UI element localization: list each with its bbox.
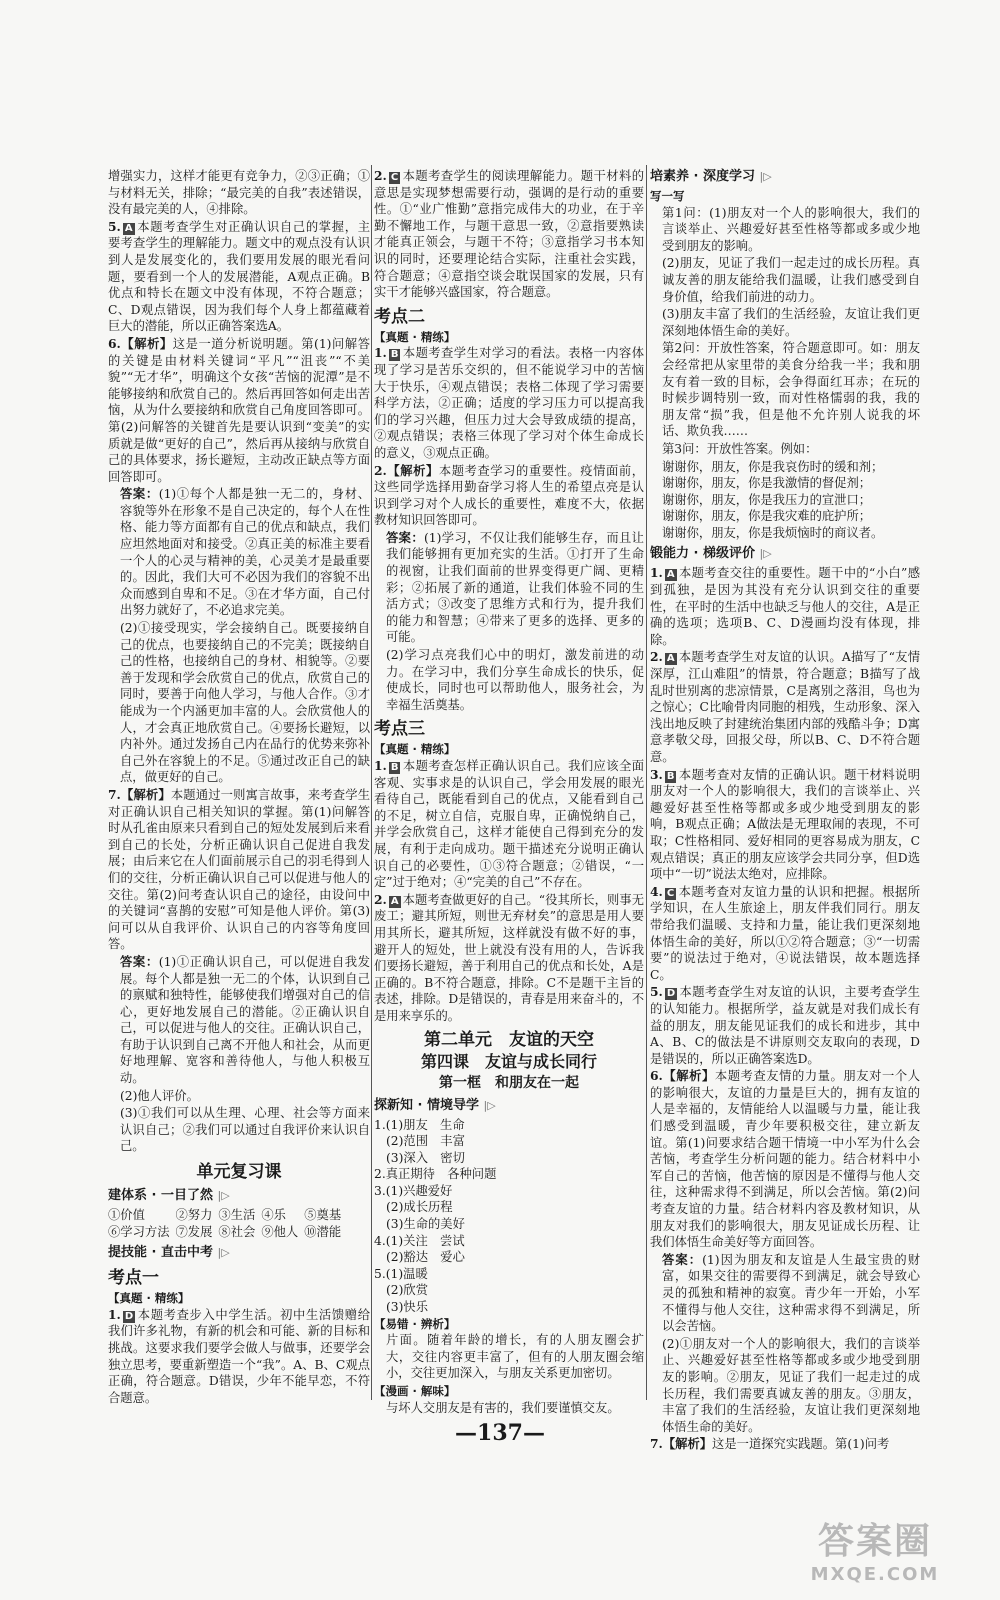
section-header	[108, 1187, 370, 1205]
answer-badge: C	[666, 887, 675, 899]
question-text: 这是一道分析说明题。第(1)问解答的关键是由材料关键词“平凡”“沮丧”“不美貌”“无才华”，明确这个女孩“苦恼的泥潭”是不能够接纳和欣赏自己的。然后再回答如何走出苦恼，从为什么要接纳和欣赏自己角度回答即可。第(2)问解答的关键首先是要认识到“变美”的实质就是做“更好的自己”，然后再从接纳与欣赏自己的具体要求，扬长避短，主动改正缺点等方面回答即可。	[108, 336, 370, 484]
column-divider	[371, 165, 372, 1400]
section-title: 建体系 · 一目了然	[108, 1188, 213, 1204]
term: ④乐	[261, 1208, 286, 1223]
section-title: 培素养 · 深度学习	[650, 169, 755, 184]
arrow-icon: |▷	[217, 1189, 230, 1203]
question-text: 本题考查学生对友谊的认识。A描写了“友情深厚，江山难阻”的情景，符合题意；B描写了战乱时世别离的悲凉情景，C是离别之落泪，鸟也为之惊心；C比喻骨肉同胞的相残，生动形象、深入浅出地反映了封建统治集团内部的残酷斗争；D寓意孝敬父母，回报父母，所以B、C、D不符合题意。	[650, 650, 920, 764]
subsection-label: 【易错 · 辨析】	[374, 1316, 456, 1331]
answer-block	[108, 486, 370, 619]
question-text: 本题考查友情的力量。朋友对一个人的影响很大，友谊的力量是巨大的，拥有友谊的人是幸福的，友情能给人以温暖与力量，能让我们感受到温暖，青少年要积极交往，建立新友谊。第(1)问要求结合题干情境一中小军为什么会苦恼，考查学生分析问题的能力。结合材料中小军自己的苦恼，他苦恼的原因是不懂得与他人交往，这种需求得不到满足，所以会苦恼。第(2)问考查友谊的力量。结合材料内容及教材知识，从朋友对我们的影响很大，朋友见证成长历程、让我们体悟生命美好等方面回答。	[650, 1069, 920, 1250]
question-5	[650, 984, 920, 1067]
subsection-label: 【真题 · 精练】	[108, 1291, 190, 1306]
question-1	[374, 758, 644, 891]
answer-badge: D	[124, 1310, 134, 1322]
question-1	[650, 565, 920, 648]
question-number: 1.	[374, 758, 387, 773]
list-item: 5.(1)温暖	[374, 1266, 428, 1281]
arrow-icon: |▷	[217, 1246, 230, 1260]
question-number: 2.	[374, 168, 387, 183]
answer-text: (1)因为朋友和友谊是人生最宝贵的财富，如果交往的需要得不到满足，就会导致心灵的孤独和精神的寂寞。青少年一开始，小军不懂得与他人交往，这种需求得不到满足，所以会苦恼。	[662, 1252, 920, 1334]
term: ⑧社会	[218, 1224, 256, 1239]
answer-badge: B	[390, 762, 399, 773]
term: ②努力	[175, 1208, 213, 1223]
list-item: (3)深入 密切	[386, 1150, 465, 1165]
list-item: (3)快乐	[386, 1300, 429, 1315]
answer-badge: C	[390, 172, 399, 183]
paragraph: (2)朋友，见证了我们一起走过的成长历程。真诚友善的朋友能给我们温暖，让我们感受到自身价值，给我们前进的动力。	[662, 256, 920, 304]
list-item: 1.(1)朋友 生命	[374, 1117, 465, 1132]
question-number: 5.	[650, 984, 663, 1000]
answer-text: (2)①朋友对一个人的影响很大，我们的言谈举止、兴趣爱好甚至性格等都或多或少地受到朋友的影响。②朋友，见证了我们一起走过的成长历程，我们需要真诚友善的朋友。③朋友，丰富了我们的生活经验，友谊让我们更深刻地体悟生命的美好。	[662, 1336, 920, 1434]
answer-text: (3)①我们可以从生理、心理、社会等方面来认识自己；②我们可以通过自我评价来认识自己。	[120, 1106, 370, 1154]
question-text: 本题考查做更好的自己。“役其所长，则事无废工；避其所短，则世无弃材矣”的意思是用人要用其所长，避其所短，这样就没有做不好的事，避开人的短处，世上就没有没有用的人，告诉我们要扬长避短，善于利用自己的优点和长处，A是正确的。B不符合题意，排除。C不是题干主旨的表述，排除。D是错误的，青春是用来奋斗的，不是用来享乐的。	[374, 892, 644, 1023]
question-text: 本题考查怎样正确认识自己。我们应该全面客观、实事求是的认识自己，学会用发展的眼光看待自己，既能看到自己的优点，又能看到自己的不足，树立自信，克服自卑，正确悦纳自己，并学会欣赏自己，这样才能使自己得到充分的发展，有利于走向成功。题干描述充分说明正确认识自己的必要性，①③符合题意；②错误，“一定”过于绝对；④“完美的自己”不存在。	[374, 759, 644, 890]
question-number: 6.	[108, 335, 121, 351]
list-item: 谢谢你，朋友，你是我激情的督促剂；	[662, 476, 872, 491]
page-number: —137—	[455, 1420, 545, 1446]
section-header	[374, 1097, 644, 1115]
question-number: 7.	[108, 786, 121, 802]
answer-text: (2)学习点亮我们心中的明灯，激发前进的动力。在学习中，我们分享生命成长的快乐，促使成长，同时也可以帮助他人，服务社会，为幸福生活奠基。	[386, 648, 644, 712]
answer-block	[108, 954, 370, 1087]
answer-badge: A	[666, 653, 675, 665]
list-item: 3.(1)兴趣爱好	[374, 1183, 453, 1198]
paragraph: 第3问：开放性答案。例如：	[662, 441, 818, 456]
list-item: 4.(1)关注 尝试	[374, 1233, 465, 1248]
list-item: 谢谢你，朋友，你是我灾难的庇护所；	[662, 509, 872, 524]
section-title: 锻能力 · 梯级评价	[650, 546, 755, 562]
unit-review-title: 单元复习课	[196, 1162, 282, 1183]
analysis-tag: 【解析】	[662, 1436, 713, 1452]
arrow-icon: |▷	[483, 1098, 496, 1112]
question-number: 7.	[650, 1436, 663, 1452]
term: ⑦发展	[175, 1224, 213, 1239]
question-text: 本题考查对友谊力量的认识和把握。根据所学知识，在人生旅途上，朋友伴我们同行。朋友带给我们温暖、支持和力量，能让我们更深刻地体悟生命的美好，所以①②符合题意；③“一切需要”的说法过于绝对，④说法错误，故本题选择C。	[650, 884, 920, 982]
watermark-text: 答案圈	[817, 1521, 932, 1562]
question-number: 5.	[108, 218, 121, 234]
question-text: 本题考查学生对学习的看法。表格一内容体现了学习是苦乐交织的，但不能说学习中的苦恼大于快乐，④观点错误；表格二体现了学习需要科学方法，②正确；适度的学习压力可以提高我们的学习兴趣，但压力过大会导致成绩的提高，②观点错误；表格三体现了学习对个体生命成长的意义，③观点正确。	[374, 346, 644, 460]
term: ①价值	[108, 1208, 145, 1223]
term: ③生活	[218, 1208, 256, 1223]
question-7	[108, 787, 370, 953]
question-5	[108, 219, 370, 335]
question-2	[374, 892, 644, 1025]
list-item: (2)豁达 爱心	[386, 1250, 465, 1265]
analysis-tag: 【解析】	[662, 1068, 715, 1084]
column-right	[650, 168, 920, 1452]
question-number: 3.	[650, 766, 663, 782]
question-text: 本题考查学生对正确认识自己的掌握，主要考查学生的理解能力。题文中的观点没有认识到人是发展变化的，我们要用发展的眼光看问题，要看到一个人的发展潜能，A观点正确。B优点和特长在题文中没有体现，不符合题意；C、D观点错误，因为我们每个人身上都蕴藏着巨大的潜能，所以正确答案选A。	[108, 219, 370, 334]
paragraph: 第1问：(1)朋友对一个人的影响很大，我们的言谈举止、兴趣爱好甚至性格等都或多或少地受到朋友的影响。	[662, 205, 920, 253]
question-text: 本题考查学生对友谊的认识，主要考查学生的认知能力。根据所学，益友就是对我们成长有益的朋友，朋友能见证我们的成长和进步，其中A、B、C的做法是不讲原则交友取向的表现，D是错误的，所以正确答案选D。	[650, 985, 920, 1066]
analysis-tag: 【解析】	[386, 462, 439, 478]
subsection-label: 写一写	[650, 189, 685, 203]
term: ⑥学习方法	[108, 1224, 170, 1239]
list-item: 谢谢你，朋友，你是我哀伤时的缓和剂；	[662, 459, 884, 474]
section-header	[108, 1244, 370, 1262]
question-text: 本题考查步入中学生活。初中生活馈赠给我们许多礼物，有新的机会和可能、新的目标和挑战。这要求我们要学会做人与做事，还要学会独立思考，要重新塑造一个“我”。A、B、C观点正确，符合题意。D错误，少年不能早恋，不符合题意。	[108, 1307, 370, 1405]
column-left	[108, 168, 370, 1408]
paragraph: 片面。随着年龄的增长，有的人朋友圈会扩大，交往内容更丰富了，但有的人朋友圈会缩小，交往更加深入，与朋友关系更加密切。	[386, 1333, 644, 1381]
question-text: 本题通过一则寓言故事，来考查学生对正确认识自己相关知识的掌握。第(1)问解答时从孔雀由原来只看到自己的短处发展到后来看到自己的长处，分析正确认识自己促进自我发展；由后来它在人们面前展示自己的羽毛得到人们的交往，分析正确认识自己可以促进与他人的交往。第(2)问考查认识自己的途径，由设问中的关键词“喜鹊的安慰”可知是他人评价。第(3)问可以从自我评价、认识自己的内容等角度回答。	[108, 787, 370, 952]
paragraph: (3)朋友丰富了我们的生活经验，友谊让我们更深刻地体悟生命的美好。	[662, 307, 920, 338]
list-item: (2)范围 丰富	[386, 1134, 465, 1149]
question-3	[650, 767, 920, 883]
answer-label: 答案：	[386, 529, 424, 545]
answer-label: 答案：	[120, 953, 159, 969]
answer-block	[374, 530, 644, 646]
question-number: 4.	[650, 883, 663, 899]
subsection-label: 【真题 · 精练】	[374, 329, 456, 344]
section-header	[650, 168, 920, 186]
list-item: 谢谢你，朋友，你是我烦恼时的商议者。	[662, 525, 884, 540]
answer-label: 答案：	[120, 486, 159, 502]
answer-text: (1)①正确认识自己，可以促进自我发展。每个人都是独一无二的个体，认识到自己的禀赋和独特性，能够使我们增强对自己的信心，更好地发展自己的潜能。②正确认识自己，可以促进与他人的交往。正确认识自己，有助于认识到自己离不开他人和社会，从而更好地理解、宽容和善待他人，与他人积极互动。	[120, 954, 370, 1086]
question-number: 2.	[374, 462, 387, 478]
term: ⑩潜能	[304, 1224, 342, 1239]
question-1	[374, 345, 644, 461]
question-4	[650, 884, 920, 984]
paragraph: 第2问：开放性答案，符合题意即可。如：朋友会经常把从家里带的美食分给我一半；我和朋友有着一致的目标，会争得面红耳赤；在玩的时候步调特别一致，而对性格懦弱的我，我的朋友常“损”我，但是他不允许别人说我的坏话、欺负我……	[662, 341, 920, 439]
list-item: (2)欣赏	[386, 1283, 429, 1298]
question-text: 本题考查学习的重要性。疫情面前，这些同学选择用勤奋学习将人生的希望点亮是认识到学习对个人成长的重要性，难度不大，依据教材知识回答即可。	[374, 463, 644, 528]
question-2	[650, 649, 920, 765]
answer-list	[374, 1117, 644, 1316]
answer-text: (1)①每个人都是独一无二的，身材、容貌等外在形象不是自己决定的，每个人在性格、能力等方面都有自己的优点和缺点，我们应坦然地面对和接受。②真正美的标准主要看一个人的心灵与精神的美，心灵美才是最重要的。因此，我们大可不必因为我们的容貌不出众而感到自卑和不足。③在才华方面，自己付出努力就好了，不必追求完美。	[120, 487, 370, 618]
answer-badge: D	[666, 988, 676, 1000]
kaodian-title: 考点三	[374, 719, 425, 740]
question-text: 本题考查对友情的正确认识。题干材料说明朋友对一个人的影响很大，我们的言谈举止、兴趣爱好甚至性格等都或多或少地受到朋友的影响，B观点正确；A做法是无理取闹的表现，不可取；C性格相同、爱好相同的更容易成为朋友，C观点错误；真正的朋友应该学会共同分享，但D选项中“一切”说法太绝对，应排除。	[650, 767, 920, 882]
kaodian-title: 考点一	[108, 1268, 159, 1289]
answer-badge: A	[124, 222, 133, 234]
answer-text: (1)学习，不仅让我们能够生存，而且让我们能够拥有更加充实的生活。①打开了生命的视窗，让我们面前的世界变得更广阔、更精彩；②拓展了新的通道，让我们体验不同的生活方式；③改变了思维方式和行为，提升我们的能力和智慧；④带来了更多的选择、更多的可能。	[386, 530, 644, 645]
question-number: 6.	[650, 1068, 663, 1084]
question-number: 1.	[374, 345, 387, 361]
answer-badge: B	[666, 770, 675, 782]
question-number: 1.	[108, 1306, 121, 1322]
question-2	[374, 463, 644, 529]
answer-label: 答案：	[662, 1251, 703, 1267]
answer-text: (2)①接受现实，学会接纳自己。既要接纳自己的优点，也要接纳自己的不完美；既接纳自己的性格，也接纳自己的身材、相貌等。②要善于发现和学会欣赏自己的优点，欣赏自己的同时，要善于向他人学习，与他人合作。③才能成为一个内涵更加丰富的人。会欣赏他人的人，才会真正地欣赏自己。④要扬长避短，以内补外。通过发扬自己内在品行的优势来弥补自己外在容貌上的不足。⑤通过改正自己的缺点，做更好的自己。	[120, 621, 370, 785]
question-text: 这是一道探究实践题。第(1)问考	[712, 1437, 890, 1452]
analysis-tag: 【解析】	[120, 335, 173, 351]
subsection-label: 【漫画 · 解味】	[374, 1384, 456, 1398]
column-divider	[646, 165, 647, 1400]
frame-title: 第一框 和朋友在一起	[439, 1074, 579, 1091]
answer-text: (2)他人评价。	[120, 1088, 199, 1103]
paragraph: 增强实力，这样才能更有竞争力，②③正确；①与材料无关，排除；“最完美的自我”表述错误，没有最完美的人，④排除。	[108, 169, 370, 217]
question-number: 2.	[374, 891, 387, 907]
answer-badge: A	[390, 895, 399, 907]
question-number: 2.	[650, 649, 663, 665]
list-item: (2)成长历程	[386, 1200, 453, 1215]
answer-badge: A	[666, 569, 675, 581]
term: ⑨他人	[261, 1224, 299, 1239]
watermark-url: MXQE.COM	[810, 1564, 940, 1585]
kaodian-title: 考点二	[374, 306, 425, 327]
question-number: 1.	[650, 565, 663, 581]
section-title: 探新知 · 情境导学	[374, 1097, 479, 1113]
column-middle	[374, 168, 644, 1415]
question-2	[374, 168, 644, 301]
subsection-label: 【真题 · 精练】	[374, 742, 456, 757]
unit-title: 第二单元 友谊的天空	[424, 1029, 594, 1050]
question-text: 本题考查交往的重要性。题干中的“小白”感到孤独，是因为其没有充分认识到交往的重要性，在平时的生活中也缺乏与他人的交往，A是正确的选项；选项B、C、D漫画均没有体现，排除。	[650, 566, 920, 647]
question-text: 本题考查学生的阅读理解能力。题干材料的意思是实现梦想需要行动，强调的是行动的重要性。①“业广惟勤”意指完成伟大的功业，在于辛勤不懈地工作，与题干意思一致，②意指要熟读才能真正领会，与题干不符；③意指学习书本知识的同时，还要理论结合实际，注重社会实践，符合题意；④意指空谈会耽误国家的发展，只有实干才能够兴盛国家，符合题意。	[374, 169, 644, 300]
list-item: (3)生命的美好	[386, 1217, 465, 1232]
answer-block	[650, 1252, 920, 1335]
watermark-logo	[790, 1520, 960, 1590]
arrow-icon: |▷	[759, 547, 772, 561]
question-6	[108, 336, 370, 485]
answer-badge: B	[390, 349, 399, 361]
analysis-tag: 【解析】	[120, 786, 171, 802]
term-list	[108, 1207, 370, 1240]
question-6	[650, 1068, 920, 1251]
list-item: 谢谢你，朋友，你是我压力的宣泄口；	[662, 492, 872, 507]
section-header	[650, 545, 920, 563]
list-item: 2.真正期待 各种问题	[374, 1167, 497, 1182]
question-1	[108, 1307, 370, 1407]
thanks-list	[650, 459, 920, 542]
term: ⑤奠基	[304, 1208, 342, 1223]
paragraph: 与坏人交朋友是有害的，我们要谨慎交友。	[386, 1400, 620, 1415]
lesson-title: 第四课 友谊与成长同行	[420, 1051, 597, 1071]
arrow-icon: |▷	[759, 170, 772, 183]
section-title: 提技能 · 直击中考	[108, 1245, 213, 1261]
